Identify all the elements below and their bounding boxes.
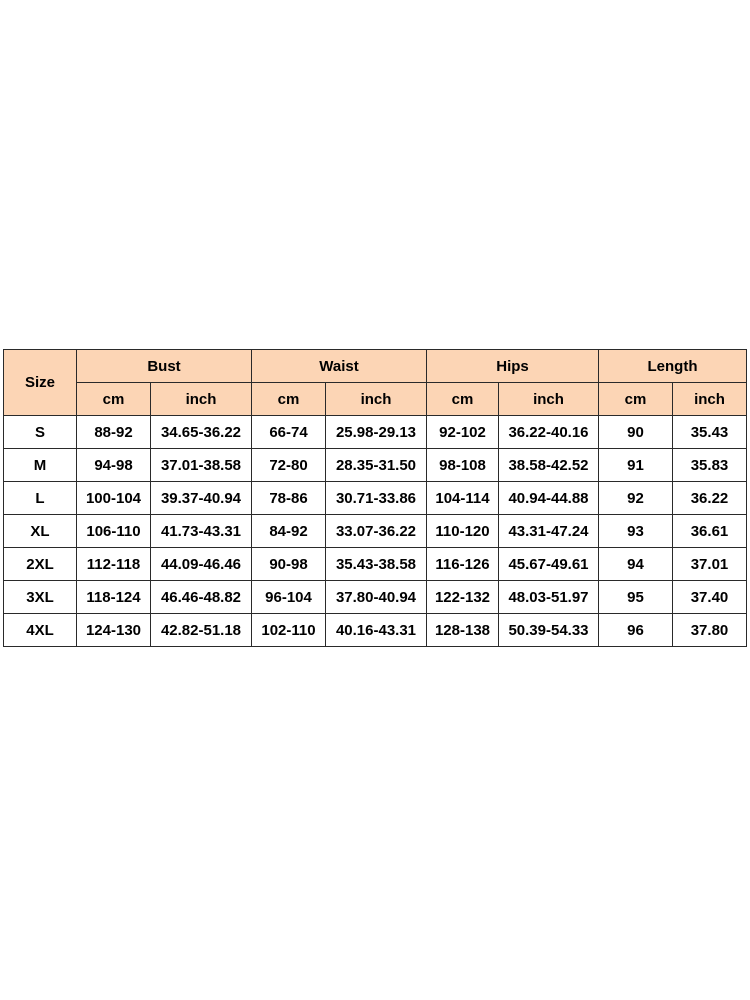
- table-cell: 37.80-40.94: [326, 581, 427, 614]
- table-cell: 37.80: [673, 614, 747, 647]
- table-cell: 90: [599, 416, 673, 449]
- header-row-groups: [4, 350, 747, 383]
- size-label-cell: S: [4, 416, 77, 449]
- unit-header-cell: cm: [427, 383, 499, 416]
- table-cell: 35.43-38.58: [326, 548, 427, 581]
- size-label-cell: 3XL: [4, 581, 77, 614]
- size-header-cell: Size: [4, 350, 77, 416]
- table-row: [4, 416, 747, 449]
- table-cell: 91: [599, 449, 673, 482]
- table-cell: 116-126: [427, 548, 499, 581]
- table-body: [4, 416, 747, 647]
- table-cell: 37.01-38.58: [151, 449, 252, 482]
- table-cell: 100-104: [77, 482, 151, 515]
- table-cell: 122-132: [427, 581, 499, 614]
- table-cell: 37.01: [673, 548, 747, 581]
- table-cell: 88-92: [77, 416, 151, 449]
- table-cell: 33.07-36.22: [326, 515, 427, 548]
- table-cell: 30.71-33.86: [326, 482, 427, 515]
- table-cell: 104-114: [427, 482, 499, 515]
- table-cell: 78-86: [252, 482, 326, 515]
- table-cell: 102-110: [252, 614, 326, 647]
- table-cell: 92: [599, 482, 673, 515]
- table-cell: 94: [599, 548, 673, 581]
- table-row: [4, 614, 747, 647]
- size-label-cell: L: [4, 482, 77, 515]
- table-cell: 118-124: [77, 581, 151, 614]
- table-cell: 48.03-51.97: [499, 581, 599, 614]
- table-cell: 106-110: [77, 515, 151, 548]
- table-cell: 50.39-54.33: [499, 614, 599, 647]
- unit-header-cell: inch: [326, 383, 427, 416]
- table-cell: 46.46-48.82: [151, 581, 252, 614]
- table-cell: 42.82-51.18: [151, 614, 252, 647]
- table-cell: 39.37-40.94: [151, 482, 252, 515]
- table-cell: 43.31-47.24: [499, 515, 599, 548]
- table-row: [4, 581, 747, 614]
- size-label-cell: 4XL: [4, 614, 77, 647]
- unit-header-cell: inch: [151, 383, 252, 416]
- table-row: [4, 482, 747, 515]
- header-row-units: [4, 383, 747, 416]
- table-cell: 36.22: [673, 482, 747, 515]
- table-cell: 66-74: [252, 416, 326, 449]
- table-cell: 96: [599, 614, 673, 647]
- table-cell: 112-118: [77, 548, 151, 581]
- table-cell: 34.65-36.22: [151, 416, 252, 449]
- table-cell: 96-104: [252, 581, 326, 614]
- table-cell: 90-98: [252, 548, 326, 581]
- table-row: [4, 548, 747, 581]
- table-cell: 35.83: [673, 449, 747, 482]
- size-chart-table: [3, 349, 747, 647]
- size-label-cell: 2XL: [4, 548, 77, 581]
- waist-header-cell: Waist: [252, 350, 427, 383]
- table-cell: 93: [599, 515, 673, 548]
- table-cell: 25.98-29.13: [326, 416, 427, 449]
- table-row: [4, 449, 747, 482]
- table-cell: 84-92: [252, 515, 326, 548]
- unit-header-cell: inch: [673, 383, 747, 416]
- bust-header-cell: Bust: [77, 350, 252, 383]
- table-cell: 110-120: [427, 515, 499, 548]
- table-cell: 41.73-43.31: [151, 515, 252, 548]
- table-cell: 40.16-43.31: [326, 614, 427, 647]
- length-header-cell: Length: [599, 350, 747, 383]
- table-cell: 36.61: [673, 515, 747, 548]
- table-cell: 45.67-49.61: [499, 548, 599, 581]
- table-cell: 128-138: [427, 614, 499, 647]
- table-cell: 94-98: [77, 449, 151, 482]
- hips-header-cell: Hips: [427, 350, 599, 383]
- size-label-cell: M: [4, 449, 77, 482]
- unit-header-cell: inch: [499, 383, 599, 416]
- table-cell: 124-130: [77, 614, 151, 647]
- size-label-cell: XL: [4, 515, 77, 548]
- table-cell: 72-80: [252, 449, 326, 482]
- table-row: [4, 515, 747, 548]
- table-cell: 92-102: [427, 416, 499, 449]
- table-cell: 40.94-44.88: [499, 482, 599, 515]
- table-cell: 95: [599, 581, 673, 614]
- table-cell: 98-108: [427, 449, 499, 482]
- table-cell: 44.09-46.46: [151, 548, 252, 581]
- table-cell: 36.22-40.16: [499, 416, 599, 449]
- table-cell: 35.43: [673, 416, 747, 449]
- unit-header-cell: cm: [77, 383, 151, 416]
- table-cell: 38.58-42.52: [499, 449, 599, 482]
- unit-header-cell: cm: [252, 383, 326, 416]
- table-cell: 37.40: [673, 581, 747, 614]
- table-cell: 28.35-31.50: [326, 449, 427, 482]
- unit-header-cell: cm: [599, 383, 673, 416]
